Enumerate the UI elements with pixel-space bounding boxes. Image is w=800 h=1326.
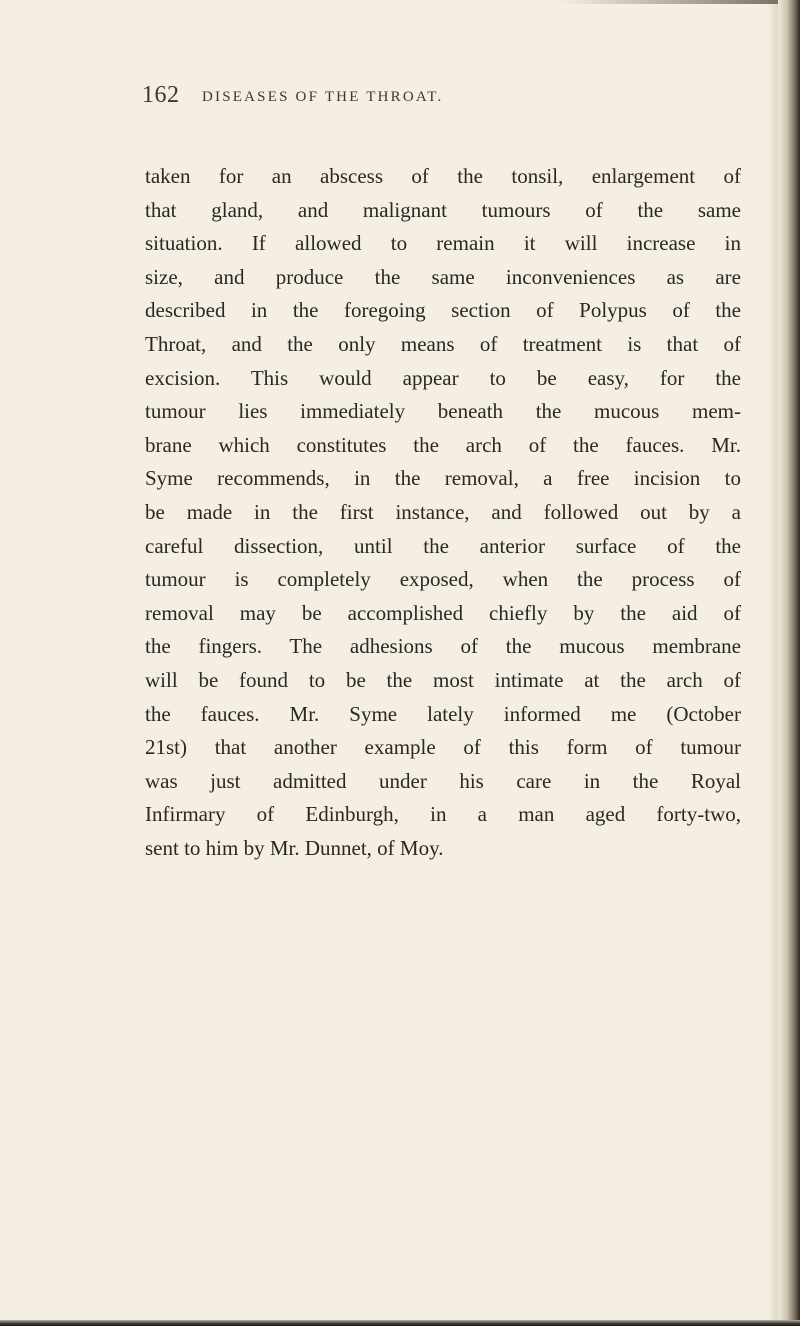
text-line: Throat, and the only means of treatment is that of <box>145 331 741 356</box>
text-line: be made in the first instance, and followed out by a <box>145 499 741 524</box>
binding-shadow <box>768 0 778 1326</box>
text-line: will be found to be the most intimate at the arch of <box>145 667 741 692</box>
text-line: situation. If allowed to remain it will increase in <box>145 231 741 256</box>
text-line: taken for an abscess of the tonsil, enlargement of <box>145 164 741 188</box>
text-line: the fingers. The adhesions of the mucous membrane <box>145 634 741 659</box>
text-line: excision. This would appear to be easy, for the <box>145 365 741 390</box>
page-header <box>142 82 732 122</box>
text-line: size, and produce the same inconveniences as are <box>145 264 741 289</box>
text-line: that gland, and malignant tumours of the same <box>145 197 741 222</box>
body-paragraph <box>145 160 741 865</box>
text-line: was just admitted under his care in the Royal <box>145 768 741 793</box>
binding-edge <box>778 0 800 1326</box>
text-line: Infirmary of Edinburgh, in a man aged forty-two, <box>145 802 741 827</box>
text-line: sent to him by Mr. Dunnet, of Moy. <box>145 835 444 860</box>
page-bottom-edge <box>0 1320 800 1326</box>
text-line: tumour lies immediately beneath the mucous mem- <box>145 399 741 424</box>
page-number: 162 <box>142 82 180 108</box>
text-line: removal may be accomplished chiefly by the aid of <box>145 600 741 625</box>
text-line: Syme recommends, in the removal, a free incision to <box>145 466 741 491</box>
text-line: 21st) that another example of this form of tumour <box>145 735 741 760</box>
text-line: careful dissection, until the anterior surface of the <box>145 533 741 558</box>
text-line: described in the foregoing section of Polypus of the <box>145 298 741 323</box>
running-head: DISEASES OF THE THROAT. <box>202 89 444 105</box>
page-top-edge <box>560 0 800 4</box>
text-line: the fauces. Mr. Syme lately informed me (October <box>145 701 741 726</box>
text-line: brane which constitutes the arch of the fauces. Mr. <box>145 432 741 457</box>
text-line: tumour is completely exposed, when the process of <box>145 567 741 592</box>
